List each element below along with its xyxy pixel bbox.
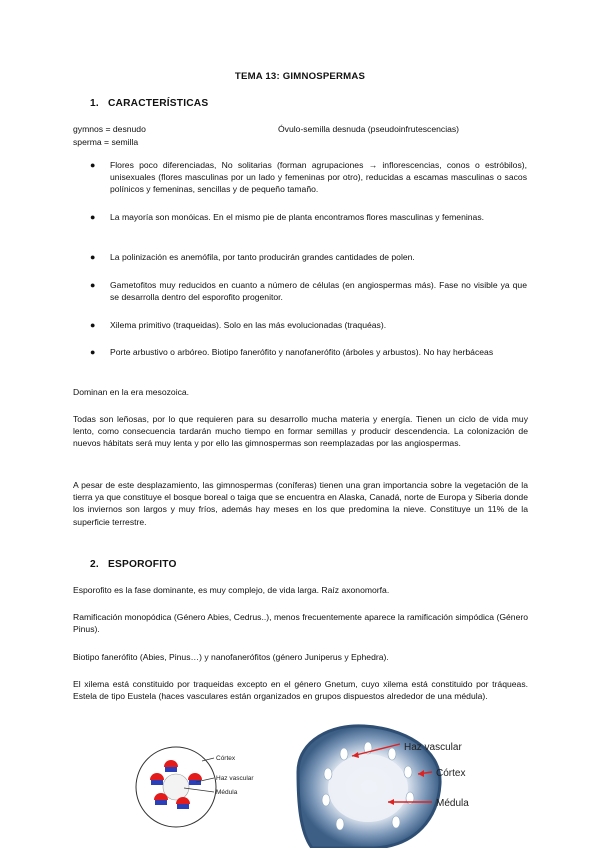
paragraph: Esporofito es la fase dominante, es muy complejo, de vida larga. Raíz axonomorfa. — [73, 585, 390, 595]
ovule-note: Óvulo-semilla desnuda (pseudoinfrutescencias) — [278, 124, 460, 134]
paragraph: Todas son leñosas, por lo que requieren para su desarrollo mucha materia y energía. Tienen un ciclo de vida muy lento, como consecuencia tardarán mucho tiempo en formar semillas y producir descendencia. La colonización de nuevos hábitats será muy lenta y por ello las gimnospermas son reemplazadas por las angiospermas. — [73, 414, 528, 449]
label-vascular-bundle: Haz vascular — [216, 775, 254, 782]
label-cortex: Córtex — [436, 768, 466, 779]
bullet-marker: ● — [90, 252, 96, 262]
section-title: CARACTERÍSTICAS — [108, 98, 209, 109]
paragraph: Biotipo fanerófito (Abies, Pinus…) y nanofanerófitos (género Juniperus y Ephedra). — [73, 652, 389, 662]
bullet-marker: ● — [90, 320, 96, 330]
bullet-item: Flores poco diferenciadas, No solitarias (forman agrupaciones → inflorescencias, conos o estróbilos), unisexuales (flores masculinas por un lado y femeninas por otro), reducidas a escamas masculinas o sacos polínicos y femeninas, sencillas y de pequeño tamaño. — [110, 160, 527, 195]
label-cortex: Córtex — [216, 755, 236, 762]
bullet-marker: ● — [90, 347, 96, 357]
section-title: ESPOROFITO — [108, 559, 177, 570]
stem-cross-section-image — [292, 722, 510, 848]
etymology-sperma: sperma = semilla — [73, 137, 139, 147]
section-heading-caracteristicas — [90, 98, 208, 109]
bullet-marker: ● — [90, 280, 96, 290]
paragraph: Dominan en la era mesozoica. — [73, 387, 190, 397]
bullet-item: La polinización es anemófila, por tanto producirán grandes cantidades de polen. — [110, 252, 415, 262]
etymology-gymnos: gymnos = desnudo — [73, 124, 146, 134]
paragraph: El xilema está constituido por traqueidas excepto en el género Gnetum, cuyo xilema está constituido por tráqueas. Estela de tipo Eustela (haces vasculares están organizados en grupos dispuestos alrededor de una médula). — [73, 679, 528, 702]
paragraph: Ramificación monopódica (Género Abies, Cedrus..), menos frecuentemente aparece la ramificación simpódica (Género Pinus). — [73, 612, 528, 635]
bullet-item: Xilema primitivo (traqueidas). Solo en las más evolucionadas (traquéas). — [110, 320, 387, 330]
section-number: 2. — [90, 559, 99, 570]
eustele-schematic-diagram — [134, 742, 264, 832]
bullet-item: Gametofitos muy reducidos en cuanto a número de células (en angiospermas más). Fase no visible ya que se desarrolla dentro del esporofito progenitor. — [110, 280, 527, 303]
paragraph: A pesar de este desplazamiento, las gimnospermas (coníferas) tienen una gran importancia sobre la vegetación de la tierra ya que constituye el bosque boreal o taiga que se encuentra en Alaska, Canadá, norte de Europa y Siberia donde los inviernos son largos y muy fríos, además hay meses en los que predomina la nieve. Constituye un 11% de la superficie terrestre. — [73, 480, 528, 527]
section-number: 1. — [90, 98, 99, 109]
medulla-region — [328, 754, 408, 822]
label-vascular-bundle: Haz vascular — [404, 742, 462, 753]
bullet-marker: ● — [90, 212, 96, 222]
bullet-item: Porte arbustivo o arbóreo. Biotipo fanerófito y nanofanerófito (árboles y arbustos). No hay herbáceas — [110, 347, 494, 357]
page-title: TEMA 13: GIMNOSPERMAS — [234, 71, 366, 82]
label-medulla: Médula — [216, 789, 238, 796]
bullet-item: La mayoría son monóicas. En el mismo pie de planta encontramos flores masculinas y femeninas. — [110, 212, 485, 222]
label-medulla: Médula — [436, 798, 469, 809]
bullet-marker: ● — [90, 160, 96, 170]
section-heading-esporofito — [90, 559, 177, 570]
medulla-circle — [163, 774, 189, 800]
